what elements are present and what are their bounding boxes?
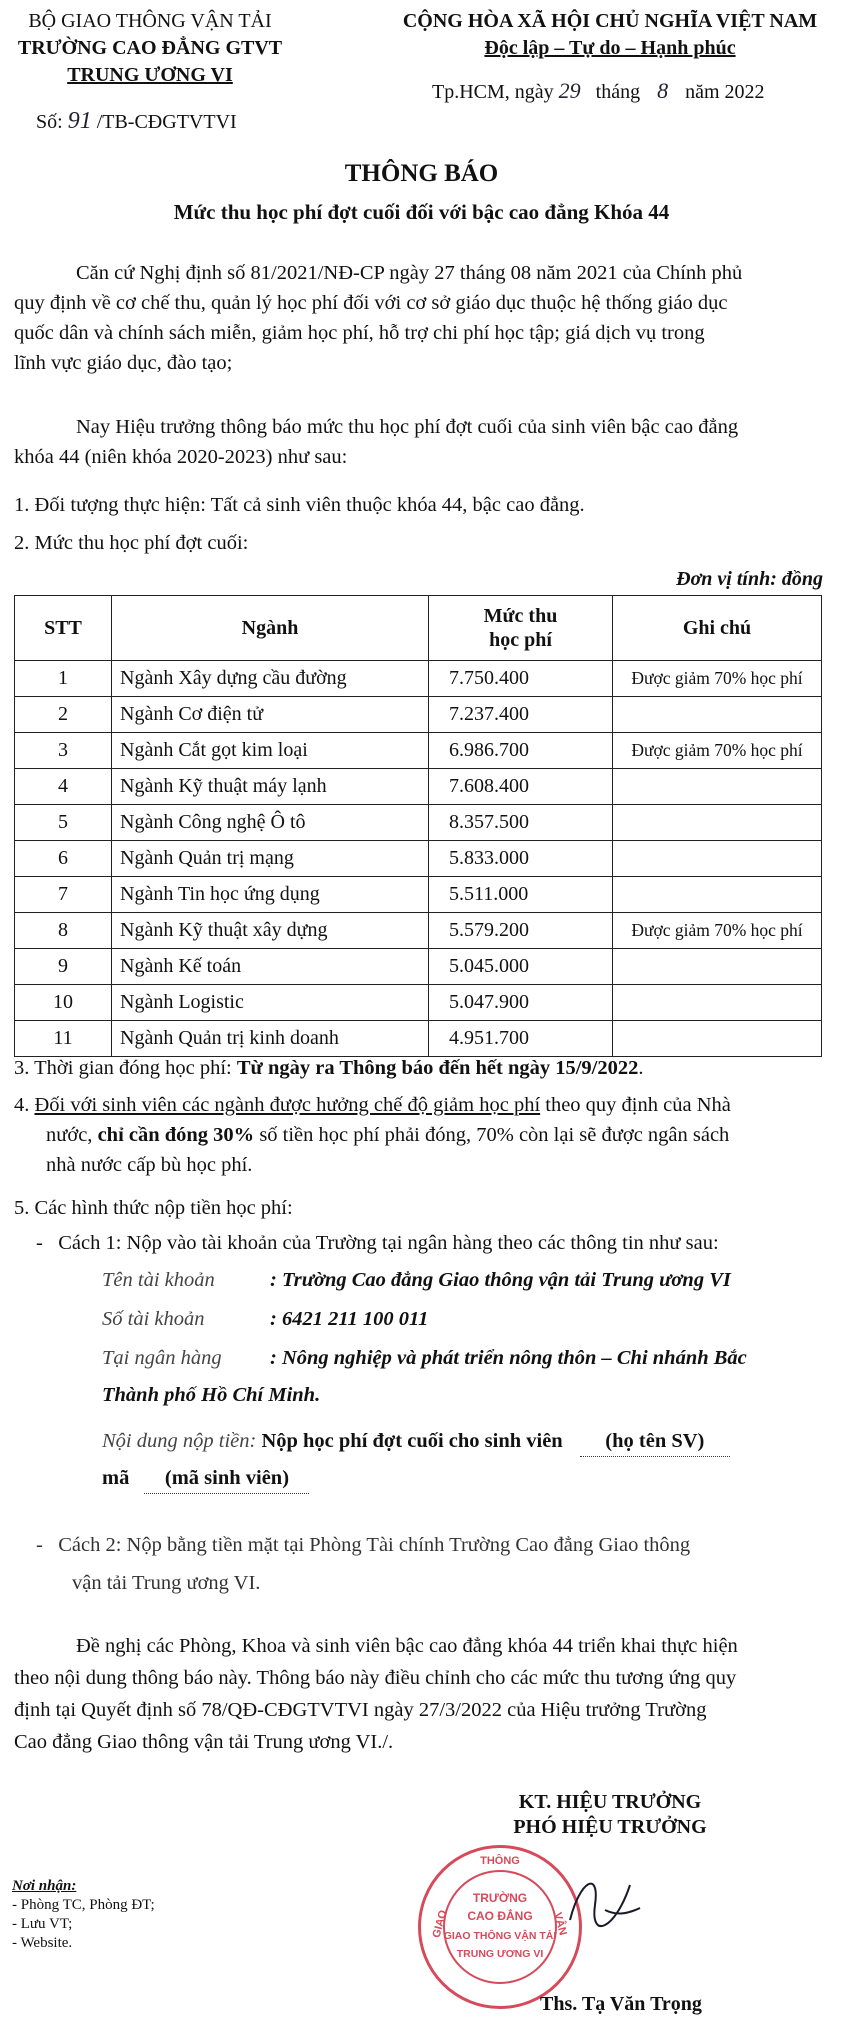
recipients xyxy=(12,1877,155,1953)
row-major: Ngành Kỹ thuật xây dựng xyxy=(112,913,429,949)
item-2: 2. Mức thu học phí đợt cuối: xyxy=(14,532,249,554)
row-fee: 5.045.000 xyxy=(429,949,613,985)
table-row xyxy=(15,661,822,697)
document-number: Số: 91 /TB-CĐGTVTVI xyxy=(36,108,237,134)
account-number: : 6421 211 100 011 xyxy=(270,1308,429,1330)
row-note xyxy=(613,697,822,733)
account-name: : Trường Cao đẳng Giao thông vận tải Trung ương VI xyxy=(270,1269,731,1291)
row-stt: 7 xyxy=(15,877,112,913)
row-note: Được giảm 70% học phí xyxy=(613,661,822,697)
recipient-item: - Phòng TC, Phòng ĐT; xyxy=(12,1897,155,1913)
transfer-content: Nội dung nộp tiền: Nộp học phí đợt cuối cho sinh viên (họ tên SV) xyxy=(102,1426,730,1457)
row-major: Ngành Cắt gọt kim loại xyxy=(112,733,429,769)
document-number-handwritten: 91 xyxy=(67,108,92,134)
row-stt: 4 xyxy=(15,769,112,805)
fee-table xyxy=(14,595,822,1057)
handwritten-signature xyxy=(560,1860,650,1940)
signer-role-1: KT. HIỆU TRƯỞNG xyxy=(518,1791,702,1813)
date-month: 8 xyxy=(657,78,669,103)
col-header-major: Ngành xyxy=(112,596,429,661)
item-4: 4. Đối với sinh viên các ngành được hưởng chế độ giảm học phí theo quy định của Nhà nước, chỉ cần đóng 30% số tiền học phí phải đóng, 70% còn lại sẽ được ngân sách nhà nước cấp bù học phí. xyxy=(14,1094,731,1176)
table-row xyxy=(15,1021,822,1057)
item-3: 3. Thời gian đóng học phí: Từ ngày ra Thông báo đến hết ngày 15/9/2022. xyxy=(14,1057,644,1079)
table-row xyxy=(15,985,822,1021)
row-note xyxy=(613,877,822,913)
row-stt: 11 xyxy=(15,1021,112,1057)
table-row xyxy=(15,949,822,985)
national-motto: Độc lập – Tự do – Hạnh phúc xyxy=(484,37,736,59)
row-stt: 6 xyxy=(15,841,112,877)
row-stt: 5 xyxy=(15,805,112,841)
table-row xyxy=(15,841,822,877)
place-date: Tp.HCM, ngày 29 tháng 8 năm 2022 xyxy=(432,78,765,103)
payment-deadline: Từ ngày ra Thông báo đến hết ngày 15/9/2022 xyxy=(236,1057,639,1079)
intro-paragraph-2: Nay Hiệu trưởng thông báo mức thu học phí đợt cuối của sinh viên bậc cao đẳng khóa 44 (niên khóa 2020-2023) như sau: xyxy=(14,416,739,468)
table-row xyxy=(15,733,822,769)
student-code-field: (mã sinh viên) xyxy=(144,1463,309,1494)
row-major: Ngành Quản trị mạng xyxy=(112,841,429,877)
student-code-line: mã (mã sinh viên) xyxy=(102,1463,309,1494)
row-fee: 5.511.000 xyxy=(429,877,613,913)
table-header-row xyxy=(15,596,822,661)
table-row xyxy=(15,697,822,733)
row-major: Ngành Tin học ứng dụng xyxy=(112,877,429,913)
recipient-item: - Website. xyxy=(12,1935,73,1951)
row-fee: 5.833.000 xyxy=(429,841,613,877)
bank-branch: Thành phố Hồ Chí Minh. xyxy=(102,1384,321,1406)
row-fee: 7.237.400 xyxy=(429,697,613,733)
row-note xyxy=(613,769,822,805)
row-major: Ngành Quản trị kinh doanh xyxy=(112,1021,429,1057)
header-left xyxy=(0,8,300,89)
currency-unit: Đơn vị tính: đồng xyxy=(676,568,823,590)
signature-block xyxy=(460,1790,760,1840)
account-name-label: Tên tài khoản xyxy=(102,1269,215,1291)
row-major: Ngành Kỹ thuật máy lạnh xyxy=(112,769,429,805)
row-major: Ngành Kế toán xyxy=(112,949,429,985)
row-note xyxy=(613,949,822,985)
row-note xyxy=(613,985,822,1021)
row-major: Ngành Logistic xyxy=(112,985,429,1021)
row-major: Ngành Cơ điện tử xyxy=(112,697,429,733)
signer-role-2: PHÓ HIỆU TRƯỞNG xyxy=(513,1816,707,1838)
pay-30-percent: chỉ cần đóng 30% xyxy=(97,1124,255,1146)
row-stt: 1 xyxy=(15,661,112,697)
row-stt: 9 xyxy=(15,949,112,985)
recipient-item: - Lưu VT; xyxy=(12,1916,73,1932)
col-header-fee: Mức thu học phí xyxy=(429,596,613,661)
row-fee: 8.357.500 xyxy=(429,805,613,841)
bank-name: : Nông nghiệp và phát triển nông thôn – Chi nhánh Bắc xyxy=(270,1347,747,1369)
school-name-line1: TRƯỜNG CAO ĐẲNG GTVT xyxy=(17,37,283,59)
table-row xyxy=(15,877,822,913)
row-major: Ngành Xây dựng cầu đường xyxy=(112,661,429,697)
table-row xyxy=(15,769,822,805)
col-header-stt: STT xyxy=(15,596,112,661)
intro-paragraph-1: Căn cứ Nghị định số 81/2021/NĐ-CP ngày 27 tháng 08 năm 2021 của Chính phủ quy định về cơ chế thu, quản lý học phí đối với cơ sở giáo dục thuộc hệ thống giáo dục quốc dân và chính sách miễn, giảm học phí, hỗ trợ chi phí học tập; giá dịch vụ trong lĩnh vực giáo dục, đào tạo; xyxy=(14,262,743,374)
item-1: 1. Đối tượng thực hiện: Tất cả sinh viên thuộc khóa 44, bậc cao đẳng. xyxy=(14,494,585,516)
row-fee: 5.579.200 xyxy=(429,913,613,949)
row-note: Được giảm 70% học phí xyxy=(613,733,822,769)
date-day: 29 xyxy=(558,78,581,103)
col-header-note: Ghi chú xyxy=(613,596,822,661)
row-note: Được giảm 70% học phí xyxy=(613,913,822,949)
row-fee: 6.986.700 xyxy=(429,733,613,769)
row-note xyxy=(613,805,822,841)
row-major: Ngành Công nghệ Ô tô xyxy=(112,805,429,841)
bank-label: Tại ngân hàng xyxy=(102,1347,222,1369)
document-subtitle: Mức thu học phí đợt cuối đối với bậc cao đẳng Khóa 44 xyxy=(173,200,670,224)
row-fee: 7.608.400 xyxy=(429,769,613,805)
row-stt: 10 xyxy=(15,985,112,1021)
payment-way-2: - Cách 2: Nộp bằng tiền mặt tại Phòng Tài chính Trường Cao đẳng Giao thông vận tải Trung ương VI. xyxy=(36,1534,691,1594)
payment-way-1: - Cách 1: Nộp vào tài khoản của Trường tại ngân hàng theo các thông tin như sau: xyxy=(36,1232,719,1254)
account-number-label: Số tài khoản xyxy=(102,1308,205,1330)
student-name-field: (họ tên SV) xyxy=(580,1426,730,1457)
row-stt: 8 xyxy=(15,913,112,949)
header-right xyxy=(380,8,840,62)
row-note xyxy=(613,841,822,877)
fee-table-body xyxy=(15,661,822,1057)
closing-paragraph: Đề nghị các Phòng, Khoa và sinh viên bậc cao đẳng khóa 44 triển khai thực hiện theo nội dung thông báo này. Thông báo này điều chỉnh cho các mức thu tương ứng quy định tại Quyết định số 78/QĐ-CĐGTVTVI ngày 27/3/2022 của Hiệu trưởng Trường Cao đẳng Giao thông vận tải Trung ương VI./. xyxy=(14,1635,738,1753)
row-fee: 7.750.400 xyxy=(429,661,613,697)
table-row xyxy=(15,913,822,949)
item-5-title: 5. Các hình thức nộp tiền học phí: xyxy=(14,1197,293,1219)
table-row xyxy=(15,805,822,841)
row-fee: 4.951.700 xyxy=(429,1021,613,1057)
official-stamp: THÔNG GIAO VẬN TRƯỜNG CAO ĐẲNG GIAO THÔNG VẬN TẢI TRUNG ƯƠNG VI xyxy=(418,1845,582,2009)
ministry-name: BỘ GIAO THÔNG VẬN TẢI xyxy=(28,10,272,32)
row-note xyxy=(613,1021,822,1057)
signer-name: Ths. Tạ Văn Trọng xyxy=(540,1993,702,2015)
recipients-label: Nơi nhận: xyxy=(12,1878,77,1894)
document-title: THÔNG BÁO xyxy=(344,160,499,187)
row-fee: 5.047.900 xyxy=(429,985,613,1021)
row-stt: 2 xyxy=(15,697,112,733)
row-stt: 3 xyxy=(15,733,112,769)
school-name-line2: TRUNG ƯƠNG VI xyxy=(67,64,233,86)
nation-name: CỘNG HÒA XÃ HỘI CHỦ NGHĨA VIỆT NAM xyxy=(402,10,818,32)
